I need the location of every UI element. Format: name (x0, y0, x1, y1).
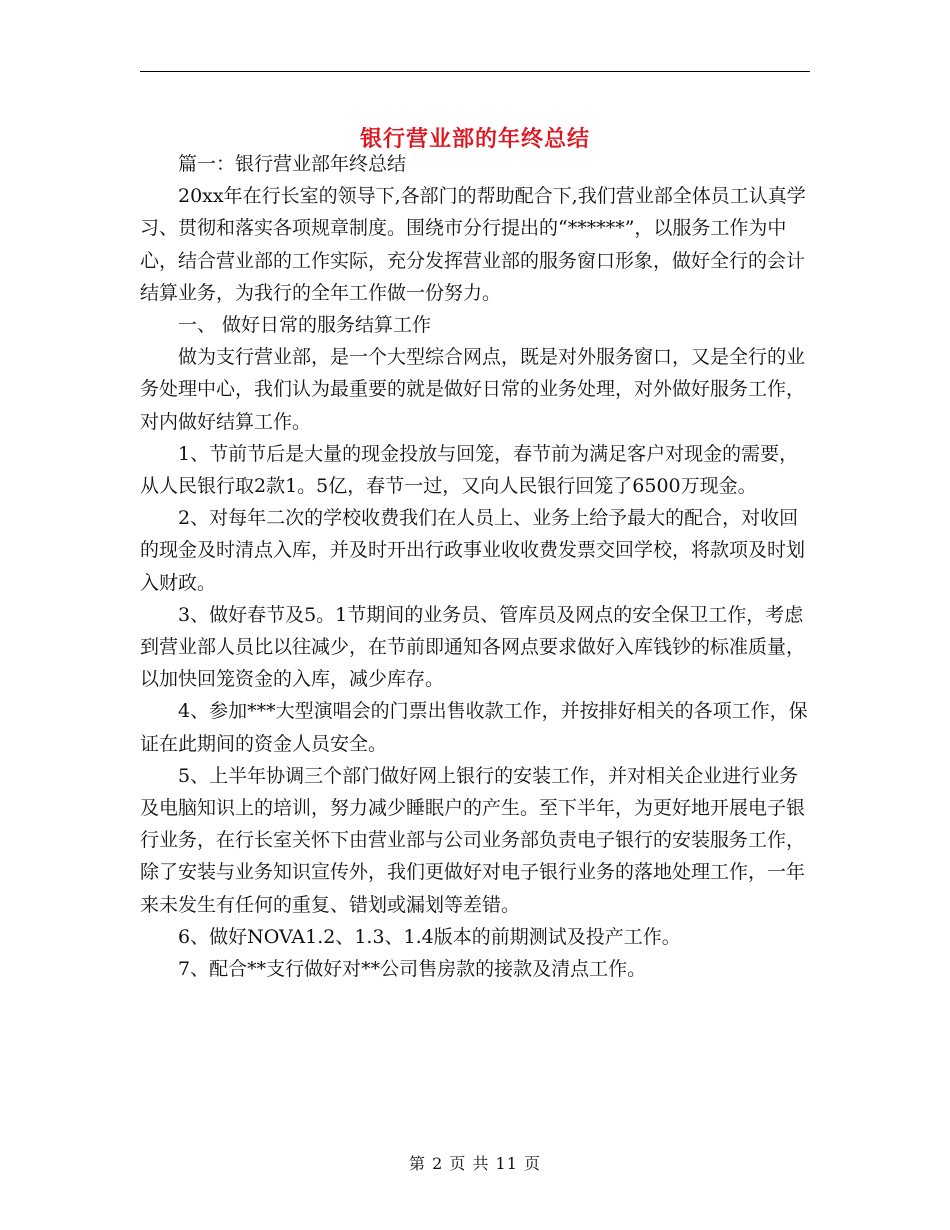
body-paragraph: 20xx年在行长室的领导下,各部门的帮助配合下,我们营业部全体员工认真学习、贯彻和落实各项规章制度。围绕市分行提出的“******”，以服务工作为中心，结合营业部的工作实际，充分发挥营业部的服务窗口形象，做好全行的会计结算业务，为我行的全年工作做一份努力。 (140, 185, 806, 304)
list-item: 1、节前节后是大量的现金投放与回笼，春节前为满足客户对现金的需要，从人民银行取2款1。5亿，春节一过，又向人民银行回笼了6500万现金。 (140, 442, 799, 498)
list-item: 2、对每年二次的学校收费我们在人员上、业务上给予最大的配合，对收回的现金及时清点入库，并及时开出行政事业收收费发票交回学校，将款项及时划入财政。 (140, 507, 806, 594)
body-paragraph: 做为支行营业部，是一个大型综合网点，既是对外服务窗口，又是全行的业务处理中心，我们认为最重要的就是做好日常的业务处理，对外做好服务工作，对内做好结算工作。 (140, 346, 806, 433)
list-item: 7、配合**支行做好对**公司售房款的接款及清点工作。 (178, 958, 647, 981)
list-item: 3、做好春节及5。1节期间的业务员、管库员及网点的安全保卫工作，考虑到营业部人员比以往减少，在节前即通知各网点要求做好入库钱钞的标准质量，以加快回笼资金的入库，减少库存。 (140, 603, 806, 691)
document-body (140, 148, 812, 985)
subsection-heading: 一、 做好日常的服务结算工作 (178, 314, 432, 337)
page-footer: 第 2 页 共 11 页 (409, 1154, 541, 1173)
list-item: 6、做好NOVA1.2、1.3、1.4版本的前期测试及投产工作。 (178, 925, 681, 948)
document-title: 银行营业部的年终总结 (359, 126, 590, 152)
list-item: 5、上半年协调三个部门做好网上银行的安装工作，并对相关企业进行业务及电脑知识上的培训，努力减少睡眠户的产生。至下半年，为更好地开展电子银行业务，在行长室关怀下由营业部与公司业务部负责电子银行的安装服务工作，除了安装与业务知识宣传外，我们更做好对电子银行业务的落地处理工作，一年来未发生有任何的重复、错划或漏划等差错。 (140, 764, 806, 916)
section-heading: 篇一：银行营业部年终总结 (178, 153, 407, 175)
list-item: 4、参加***大型演唱会的门票出售收款工作，并按排好相关的各项工作，保证在此期间的资金人员安全。 (140, 700, 808, 755)
header-rule (140, 71, 810, 72)
